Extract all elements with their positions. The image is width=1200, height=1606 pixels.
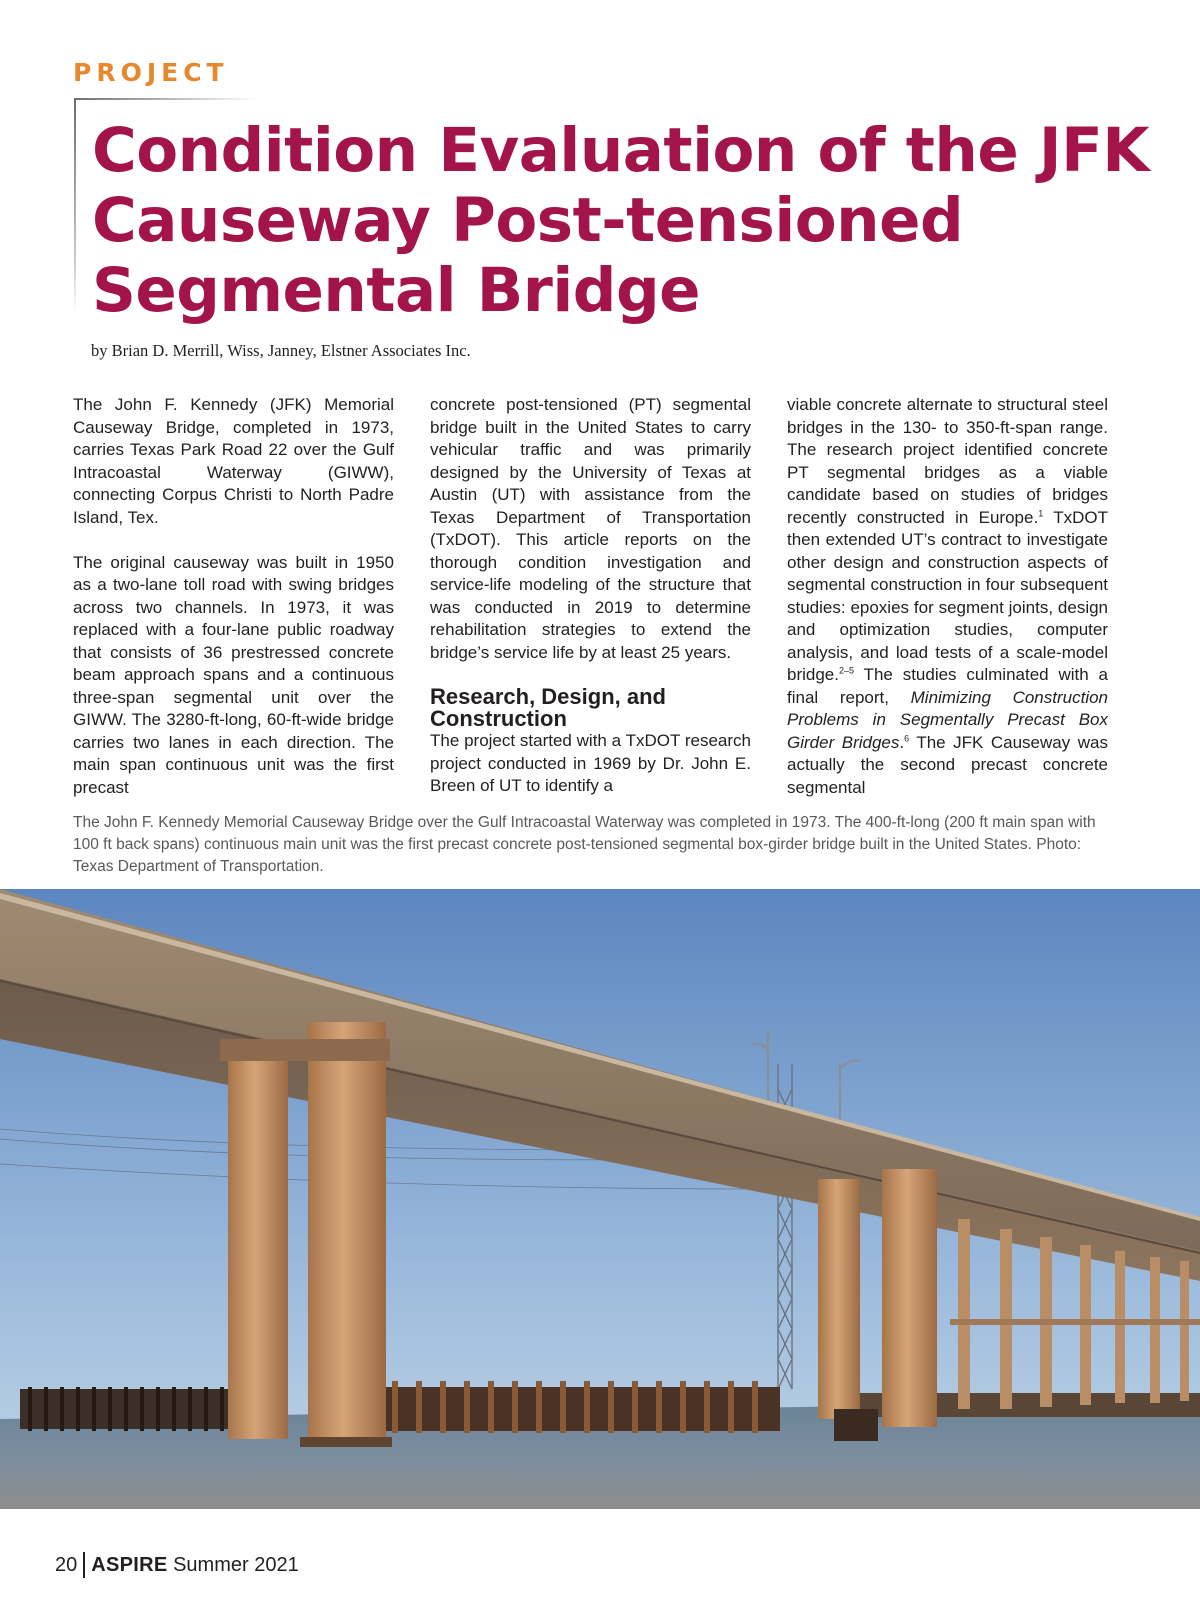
footnote-ref: 2–5 [838, 665, 855, 676]
text-run: The JFK Causeway was actually the second precast concrete segmental [787, 732, 1108, 797]
page-number: 20 [55, 1554, 78, 1576]
bridge-illustration [0, 889, 1200, 1509]
footnote-ref: 6 [904, 732, 910, 743]
title-rule-vertical [74, 98, 76, 313]
magazine-name: ASPIRE [91, 1554, 168, 1576]
paragraph: The project started with a TxDOT research project conducted in 1969 by Dr. John E. Breen of UT to identify a [430, 731, 751, 795]
photo-caption: The John F. Kennedy Memorial Causeway Bridge over the Gulf Intracoastal Waterway was completed in 1973. The 400-ft-long (200 ft main span with 100 ft back spans) continuous main unit was the first precast concrete post-tensioned segmental box-girder bridge built in the United States. Photo: Texas Department of Transportation. [73, 814, 1096, 875]
issue-label: Summer 2021 [173, 1554, 299, 1576]
text-run: The studies culminated with a final report, [787, 665, 1108, 707]
text-run: viable concrete alternate to structural steel bridges in the 130- to 350-ft-span range. The research project identified concrete PT segmental bridges as a viable candidate based on studies of bridges recently constructed in Europe. [787, 395, 1108, 527]
article-title: Condition Evaluation of the JFK Causeway Post-tensioned Segmental Bridge [92, 115, 1150, 326]
text-run: . [899, 732, 905, 752]
title-rule-horizontal [74, 98, 259, 100]
section-kicker: PROJECT [73, 58, 229, 87]
footnote-ref: 1 [1038, 507, 1044, 518]
report-title: Minimizing Construction Problems in Segmentally Precast Box Girder Bridges [787, 687, 1108, 752]
text-run: TxDOT then extended UT’s contract to investigate other design and construction aspects of segmental construction in four subsequent studies: epoxies for segment joints, design and optimization studies, computer analysis, and load tests of a scale-model bridge. [787, 507, 1108, 684]
body-column-2 [430, 394, 751, 802]
body-column-3 [787, 394, 1108, 802]
footer-divider [83, 1552, 85, 1578]
paragraph: The original causeway was built in 1950 as a two-lane toll road with swing bridges across two channels. In 1973, it was replaced with a four-lane public roadway that consists of 36 prestressed concrete beam approach spans and a continuous three-span segmental unit over the GIWW. The 3280-ft-long, 60-ft-wide bridge carries two lanes in each direction. The main span continuous unit was the first precast [73, 552, 394, 797]
byline: by Brian D. Merrill, Wiss, Janney, Elstner Associates Inc. [91, 341, 471, 360]
bridge-photo [0, 889, 1200, 1509]
paragraph [787, 394, 1108, 799]
section-heading: Research, Design, and Construction [430, 684, 666, 731]
body-column-1 [73, 394, 394, 802]
paragraph: concrete post-tensioned (PT) segmental bridge built in the United States to carry vehicular traffic and was primarily designed by the University of Texas at Austin (UT) with assistance from the Texas Department of Transportation (TxDOT). This article reports on the thorough condition investigation and service-life modeling of the structure that was conducted in 2019 to determine rehabilitation strategies to extend the bridge’s service life by at least 25 years. [430, 395, 751, 662]
page-footer [55, 1552, 299, 1578]
paragraph: The John F. Kennedy (JFK) Memorial Causeway Bridge, completed in 1973, carries Texas Park Road 22 over the Gulf Intracoastal Waterway (GIWW), connecting Corpus Christi to North Padre Island, Tex. [73, 395, 394, 527]
